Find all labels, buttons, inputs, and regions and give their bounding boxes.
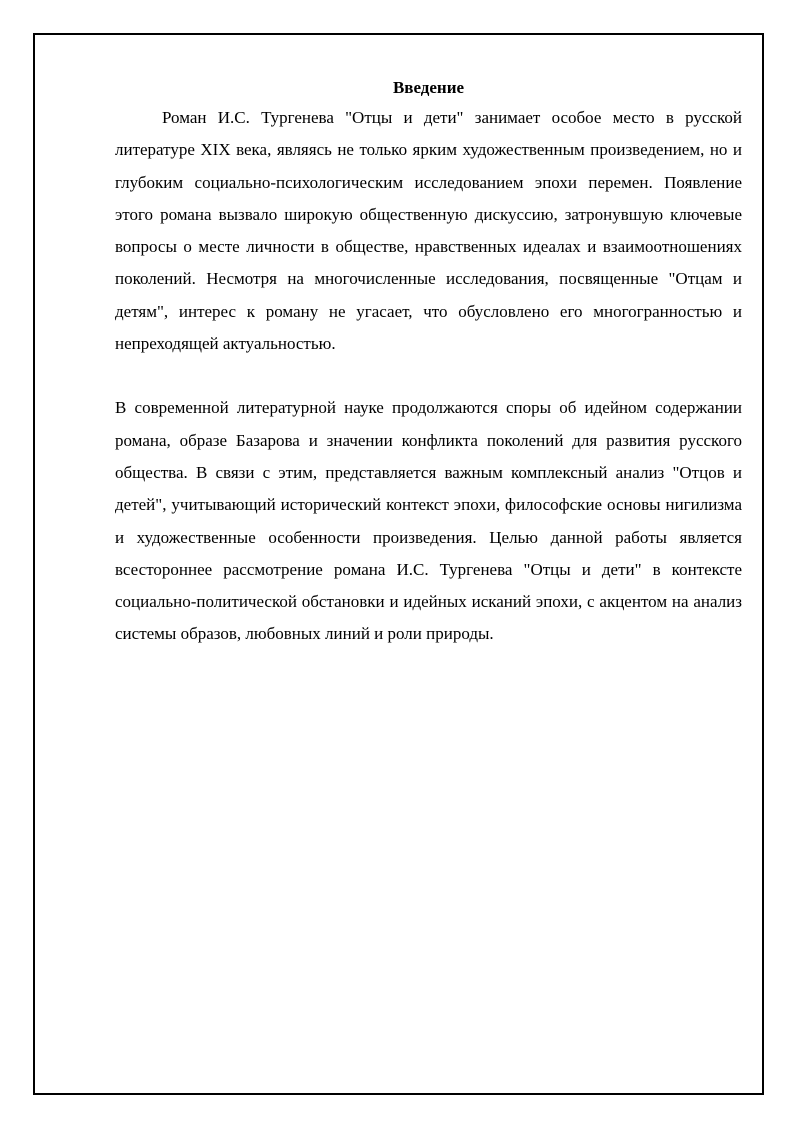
paragraph-spacer <box>115 360 742 392</box>
paragraph-goal: В современной литературной науке продолжаются споры об идейном содержании романа, образе Базарова и значении конфликта поколений для развития русского общества. В связи с этим, представляется важным комплексный анализ "Отцов и детей", учитывающий исторический контекст эпохи, философские основы нигилизма и художественные особенности произведения. Целью данной работы является всестороннее рассмотрение романа И.С. Тургенева "Отцы и дети" в контексте социально-политической обстановки и идейных исканий эпохи, с акцентом на анализ системы образов, любовных линий и роли природы. <box>115 398 742 644</box>
paragraph-intro: Роман И.С. Тургенева "Отцы и дети" занимает особое место в русской литературе XIX века, являясь не только ярким художественным произведением, но и глубоким социально-психологическим исследованием эпохи перемен. Появление этого романа вызвало широкую общественную дискуссию, затронувшую ключевые вопросы о месте личности в обществе, нравственных идеалах и взаимоотношениях поколений. Несмотря на многочисленные исследования, посвященные "Отцам и детям", интерес к роману не угасает, что обусловлено его многогранностью и непреходящей актуальностью. <box>115 108 742 354</box>
page-title: Введение <box>392 78 465 97</box>
document-body <box>115 74 742 651</box>
